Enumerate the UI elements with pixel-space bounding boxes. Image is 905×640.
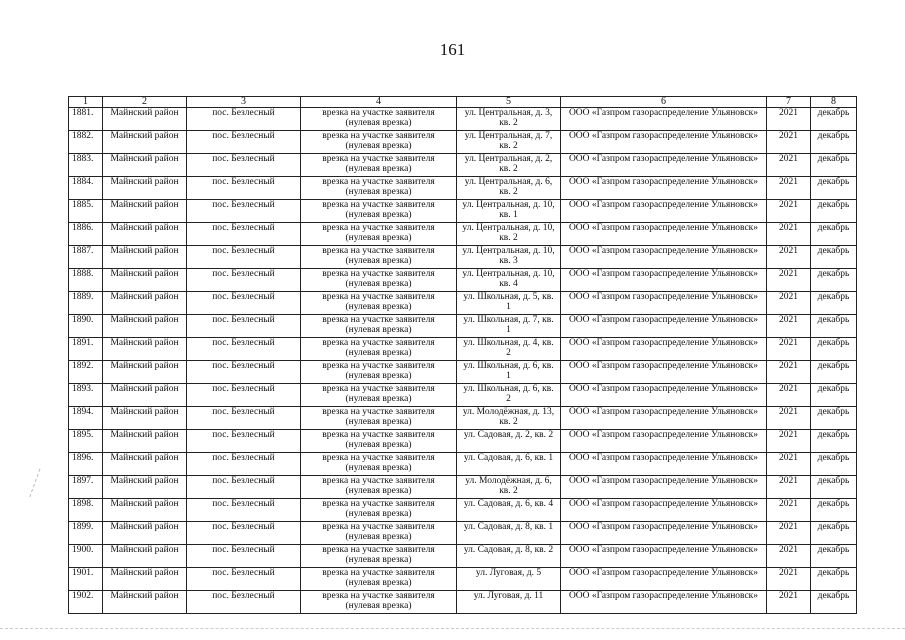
year-cell: 2021 <box>767 545 811 568</box>
settlement-cell: пос. Безлесный <box>187 545 301 568</box>
contractor-cell: ООО «Газпром газораспределение Ульяновск» <box>561 269 767 292</box>
settlement-cell: пос. Безлесный <box>187 154 301 177</box>
year-cell: 2021 <box>767 430 811 453</box>
address-cell: ул. Центральная, д. 10, кв. 2 <box>457 223 561 246</box>
scan-artifact <box>29 469 51 502</box>
column-header: 2 <box>103 97 187 108</box>
address-cell: ул. Луговая, д. 11 <box>457 591 561 614</box>
settlement-cell: пос. Безлесный <box>187 361 301 384</box>
table-row <box>69 200 857 223</box>
settlement-cell: пос. Безлесный <box>187 108 301 131</box>
address-cell: ул. Школьная, д. 5, кв. 1 <box>457 292 561 315</box>
table-row <box>69 269 857 292</box>
contractor-cell: ООО «Газпром газораспределение Ульяновск» <box>561 177 767 200</box>
table-row <box>69 361 857 384</box>
table-row <box>69 292 857 315</box>
district-cell: Майнский район <box>103 315 187 338</box>
contractor-cell: ООО «Газпром газораспределение Ульяновск» <box>561 522 767 545</box>
district-cell: Майнский район <box>103 384 187 407</box>
district-cell: Майнский район <box>103 545 187 568</box>
year-cell: 2021 <box>767 591 811 614</box>
contractor-cell: ООО «Газпром газораспределение Ульяновск» <box>561 361 767 384</box>
table-row <box>69 522 857 545</box>
contractor-cell: ООО «Газпром газораспределение Ульяновск» <box>561 223 767 246</box>
year-cell: 2021 <box>767 476 811 499</box>
contractor-cell: ООО «Газпром газораспределение Ульяновск» <box>561 476 767 499</box>
settlement-cell: пос. Безлесный <box>187 292 301 315</box>
column-header: 4 <box>301 97 457 108</box>
work-type-cell: врезка на участке заявителя (нулевая врезка) <box>301 246 457 269</box>
address-cell: ул. Школьная, д. 6, кв. 1 <box>457 361 561 384</box>
work-type-cell: врезка на участке заявителя (нулевая врезка) <box>301 269 457 292</box>
settlement-cell: пос. Безлесный <box>187 407 301 430</box>
row-number-cell: 1901. <box>69 568 103 591</box>
table-row <box>69 315 857 338</box>
settlement-cell: пос. Безлесный <box>187 315 301 338</box>
month-cell: декабрь <box>811 568 857 591</box>
work-type-cell: врезка на участке заявителя (нулевая врезка) <box>301 154 457 177</box>
row-number-cell: 1899. <box>69 522 103 545</box>
year-cell: 2021 <box>767 131 811 154</box>
address-cell: ул. Садовая, д. 8, кв. 2 <box>457 545 561 568</box>
year-cell: 2021 <box>767 177 811 200</box>
table-row <box>69 384 857 407</box>
table-row <box>69 430 857 453</box>
year-cell: 2021 <box>767 223 811 246</box>
row-number-cell: 1896. <box>69 453 103 476</box>
district-cell: Майнский район <box>103 476 187 499</box>
row-number-cell: 1884. <box>69 177 103 200</box>
settlement-cell: пос. Безлесный <box>187 269 301 292</box>
district-cell: Майнский район <box>103 499 187 522</box>
contractor-cell: ООО «Газпром газораспределение Ульяновск» <box>561 200 767 223</box>
year-cell: 2021 <box>767 384 811 407</box>
district-cell: Майнский район <box>103 108 187 131</box>
row-number-cell: 1893. <box>69 384 103 407</box>
address-cell: ул. Садовая, д. 6, кв. 4 <box>457 499 561 522</box>
work-type-cell: врезка на участке заявителя (нулевая врезка) <box>301 430 457 453</box>
address-cell: ул. Молодёжная, д. 13, кв. 2 <box>457 407 561 430</box>
month-cell: декабрь <box>811 430 857 453</box>
year-cell: 2021 <box>767 108 811 131</box>
row-number-cell: 1881. <box>69 108 103 131</box>
work-type-cell: врезка на участке заявителя (нулевая врезка) <box>301 453 457 476</box>
row-number-cell: 1892. <box>69 361 103 384</box>
settlement-cell: пос. Безлесный <box>187 430 301 453</box>
year-cell: 2021 <box>767 292 811 315</box>
row-number-cell: 1883. <box>69 154 103 177</box>
table-row <box>69 499 857 522</box>
month-cell: декабрь <box>811 292 857 315</box>
work-type-cell: врезка на участке заявителя (нулевая врезка) <box>301 315 457 338</box>
row-number-cell: 1897. <box>69 476 103 499</box>
table-row <box>69 108 857 131</box>
address-cell: ул. Центральная, д. 2, кв. 2 <box>457 154 561 177</box>
settlement-cell: пос. Безлесный <box>187 338 301 361</box>
table-row <box>69 338 857 361</box>
month-cell: декабрь <box>811 246 857 269</box>
settlement-cell: пос. Безлесный <box>187 568 301 591</box>
year-cell: 2021 <box>767 315 811 338</box>
column-header: 5 <box>457 97 561 108</box>
address-cell: ул. Центральная, д. 7, кв. 2 <box>457 131 561 154</box>
contractor-cell: ООО «Газпром газораспределение Ульяновск» <box>561 407 767 430</box>
settlement-cell: пос. Безлесный <box>187 200 301 223</box>
work-type-cell: врезка на участке заявителя (нулевая врезка) <box>301 177 457 200</box>
row-number-cell: 1894. <box>69 407 103 430</box>
table-row <box>69 476 857 499</box>
work-type-cell: врезка на участке заявителя (нулевая врезка) <box>301 522 457 545</box>
month-cell: декабрь <box>811 499 857 522</box>
column-number-row <box>69 97 857 108</box>
work-type-cell: врезка на участке заявителя (нулевая врезка) <box>301 407 457 430</box>
month-cell: декабрь <box>811 453 857 476</box>
settlement-cell: пос. Безлесный <box>187 246 301 269</box>
address-cell: ул. Школьная, д. 6, кв. 2 <box>457 384 561 407</box>
settlement-cell: пос. Безлесный <box>187 223 301 246</box>
column-header: 3 <box>187 97 301 108</box>
work-type-cell: врезка на участке заявителя (нулевая врезка) <box>301 476 457 499</box>
contractor-cell: ООО «Газпром газораспределение Ульяновск» <box>561 384 767 407</box>
year-cell: 2021 <box>767 453 811 476</box>
address-cell: ул. Центральная, д. 10, кв. 1 <box>457 200 561 223</box>
year-cell: 2021 <box>767 246 811 269</box>
work-type-cell: врезка на участке заявителя (нулевая врезка) <box>301 384 457 407</box>
settlement-cell: пос. Безлесный <box>187 591 301 614</box>
contractor-cell: ООО «Газпром газораспределение Ульяновск» <box>561 453 767 476</box>
table-row <box>69 154 857 177</box>
contractor-cell: ООО «Газпром газораспределение Ульяновск» <box>561 292 767 315</box>
work-type-cell: врезка на участке заявителя (нулевая врезка) <box>301 361 457 384</box>
registry-table <box>68 96 857 614</box>
work-type-cell: врезка на участке заявителя (нулевая врезка) <box>301 545 457 568</box>
year-cell: 2021 <box>767 361 811 384</box>
work-type-cell: врезка на участке заявителя (нулевая врезка) <box>301 223 457 246</box>
contractor-cell: ООО «Газпром газораспределение Ульяновск» <box>561 430 767 453</box>
settlement-cell: пос. Безлесный <box>187 453 301 476</box>
address-cell: ул. Центральная, д. 6, кв. 2 <box>457 177 561 200</box>
work-type-cell: врезка на участке заявителя (нулевая врезка) <box>301 591 457 614</box>
table-row <box>69 591 857 614</box>
district-cell: Майнский район <box>103 246 187 269</box>
column-header: 7 <box>767 97 811 108</box>
contractor-cell: ООО «Газпром газораспределение Ульяновск» <box>561 131 767 154</box>
column-header: 1 <box>69 97 103 108</box>
work-type-cell: врезка на участке заявителя (нулевая врезка) <box>301 131 457 154</box>
page-number: 161 <box>439 40 466 59</box>
address-cell: ул. Садовая, д. 8, кв. 1 <box>457 522 561 545</box>
table-row <box>69 453 857 476</box>
scan-edge <box>0 628 905 629</box>
row-number-cell: 1882. <box>69 131 103 154</box>
year-cell: 2021 <box>767 568 811 591</box>
settlement-cell: пос. Безлесный <box>187 499 301 522</box>
column-header: 8 <box>811 97 857 108</box>
year-cell: 2021 <box>767 269 811 292</box>
contractor-cell: ООО «Газпром газораспределение Ульяновск» <box>561 499 767 522</box>
month-cell: декабрь <box>811 315 857 338</box>
address-cell: ул. Школьная, д. 4, кв. 2 <box>457 338 561 361</box>
district-cell: Майнский район <box>103 453 187 476</box>
table-row <box>69 177 857 200</box>
district-cell: Майнский район <box>103 177 187 200</box>
table-row <box>69 545 857 568</box>
month-cell: декабрь <box>811 361 857 384</box>
settlement-cell: пос. Безлесный <box>187 384 301 407</box>
work-type-cell: врезка на участке заявителя (нулевая врезка) <box>301 568 457 591</box>
row-number-cell: 1891. <box>69 338 103 361</box>
row-number-cell: 1885. <box>69 200 103 223</box>
year-cell: 2021 <box>767 522 811 545</box>
year-cell: 2021 <box>767 338 811 361</box>
district-cell: Майнский район <box>103 568 187 591</box>
month-cell: декабрь <box>811 177 857 200</box>
table-row <box>69 246 857 269</box>
work-type-cell: врезка на участке заявителя (нулевая врезка) <box>301 338 457 361</box>
row-number-cell: 1895. <box>69 430 103 453</box>
district-cell: Майнский район <box>103 200 187 223</box>
address-cell: ул. Школьная, д. 7, кв. 1 <box>457 315 561 338</box>
contractor-cell: ООО «Газпром газораспределение Ульяновск» <box>561 154 767 177</box>
month-cell: декабрь <box>811 200 857 223</box>
row-number-cell: 1889. <box>69 292 103 315</box>
address-cell: ул. Центральная, д. 10, кв. 4 <box>457 269 561 292</box>
row-number-cell: 1898. <box>69 499 103 522</box>
month-cell: декабрь <box>811 223 857 246</box>
work-type-cell: врезка на участке заявителя (нулевая врезка) <box>301 292 457 315</box>
month-cell: декабрь <box>811 384 857 407</box>
district-cell: Майнский район <box>103 223 187 246</box>
address-cell: ул. Луговая, д. 5 <box>457 568 561 591</box>
district-cell: Майнский район <box>103 269 187 292</box>
district-cell: Майнский район <box>103 154 187 177</box>
year-cell: 2021 <box>767 154 811 177</box>
table-row <box>69 131 857 154</box>
row-number-cell: 1890. <box>69 315 103 338</box>
contractor-cell: ООО «Газпром газораспределение Ульяновск» <box>561 591 767 614</box>
district-cell: Майнский район <box>103 522 187 545</box>
district-cell: Майнский район <box>103 131 187 154</box>
address-cell: ул. Центральная, д. 10, кв. 3 <box>457 246 561 269</box>
month-cell: декабрь <box>811 269 857 292</box>
month-cell: декабрь <box>811 338 857 361</box>
month-cell: декабрь <box>811 407 857 430</box>
contractor-cell: ООО «Газпром газораспределение Ульяновск» <box>561 246 767 269</box>
district-cell: Майнский район <box>103 338 187 361</box>
month-cell: декабрь <box>811 591 857 614</box>
address-cell: ул. Садовая, д. 6, кв. 1 <box>457 453 561 476</box>
row-number-cell: 1900. <box>69 545 103 568</box>
district-cell: Майнский район <box>103 407 187 430</box>
row-number-cell: 1886. <box>69 223 103 246</box>
contractor-cell: ООО «Газпром газораспределение Ульяновск» <box>561 338 767 361</box>
table-row <box>69 223 857 246</box>
address-cell: ул. Садовая, д. 2, кв. 2 <box>457 430 561 453</box>
row-number-cell: 1887. <box>69 246 103 269</box>
column-header: 6 <box>561 97 767 108</box>
district-cell: Майнский район <box>103 430 187 453</box>
year-cell: 2021 <box>767 200 811 223</box>
district-cell: Майнский район <box>103 361 187 384</box>
settlement-cell: пос. Безлесный <box>187 131 301 154</box>
address-cell: ул. Молодёжная, д. 6, кв. 2 <box>457 476 561 499</box>
district-cell: Майнский район <box>103 292 187 315</box>
table-row <box>69 407 857 430</box>
settlement-cell: пос. Безлесный <box>187 476 301 499</box>
work-type-cell: врезка на участке заявителя (нулевая врезка) <box>301 499 457 522</box>
contractor-cell: ООО «Газпром газораспределение Ульяновск» <box>561 568 767 591</box>
row-number-cell: 1902. <box>69 591 103 614</box>
month-cell: декабрь <box>811 154 857 177</box>
month-cell: декабрь <box>811 108 857 131</box>
year-cell: 2021 <box>767 499 811 522</box>
month-cell: декабрь <box>811 522 857 545</box>
address-cell: ул. Центральная, д. 3, кв. 2 <box>457 108 561 131</box>
year-cell: 2021 <box>767 407 811 430</box>
table-row <box>69 568 857 591</box>
work-type-cell: врезка на участке заявителя (нулевая врезка) <box>301 200 457 223</box>
settlement-cell: пос. Безлесный <box>187 522 301 545</box>
month-cell: декабрь <box>811 545 857 568</box>
contractor-cell: ООО «Газпром газораспределение Ульяновск» <box>561 108 767 131</box>
contractor-cell: ООО «Газпром газораспределение Ульяновск» <box>561 315 767 338</box>
work-type-cell: врезка на участке заявителя (нулевая врезка) <box>301 108 457 131</box>
row-number-cell: 1888. <box>69 269 103 292</box>
district-cell: Майнский район <box>103 591 187 614</box>
month-cell: декабрь <box>811 131 857 154</box>
settlement-cell: пос. Безлесный <box>187 177 301 200</box>
month-cell: декабрь <box>811 476 857 499</box>
contractor-cell: ООО «Газпром газораспределение Ульяновск» <box>561 545 767 568</box>
